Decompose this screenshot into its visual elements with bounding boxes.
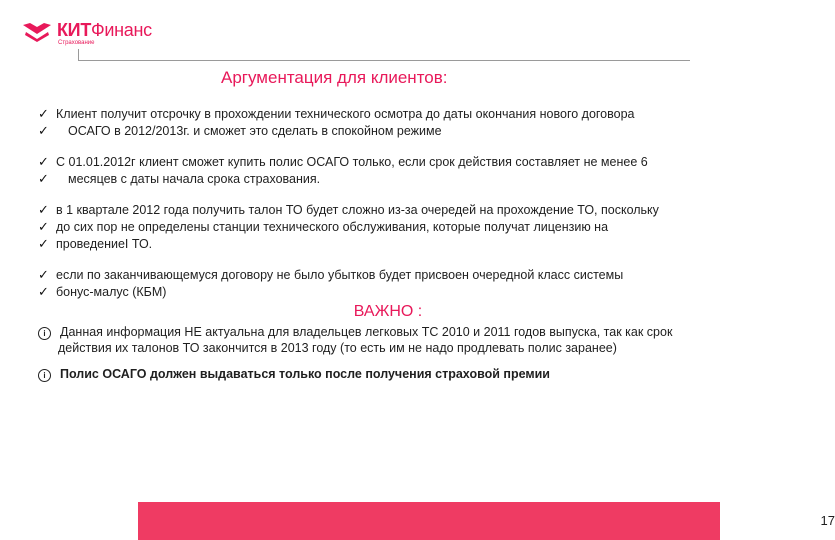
check-mark-icon: ✓ xyxy=(38,237,49,252)
bullet-text: Клиент получит отсрочку в прохождении технического осмотра до даты окончания нового договора xyxy=(56,107,635,121)
bullet-item xyxy=(38,202,698,219)
check-mark-icon: ✓ xyxy=(38,124,49,139)
bullet-item xyxy=(38,123,698,140)
bullet-text: ОСАГО в 2012/2013г. и сможет это сделать в спокойном режиме xyxy=(68,124,442,138)
bullet-item xyxy=(38,236,698,253)
bullet-text: С 01.01.2012г клиент сможет купить полис ОСАГО только, если срок действия составляет не менее 6 xyxy=(56,155,648,169)
header-divider xyxy=(78,60,690,61)
bullet-item xyxy=(38,219,698,236)
check-mark-icon: ✓ xyxy=(38,172,49,187)
slide-content xyxy=(38,106,698,382)
bullet-item xyxy=(38,284,698,301)
note-text: действия их талонов ТО закончится в 2013 году (то есть им не надо продлевать полис заранее) xyxy=(58,341,617,355)
slide-title: Аргументация для клиентов: xyxy=(221,68,448,87)
kit-finance-logo-icon xyxy=(22,22,52,42)
check-mark-icon: ✓ xyxy=(38,220,49,235)
brand-name-regular: Финанс xyxy=(91,20,152,40)
note-text: Данная информация НЕ актуальна для владельцев легковых ТС 2010 и 2011 годов выпуска, так как срок xyxy=(60,325,673,339)
brand-name-bold: КИТ xyxy=(57,20,92,40)
check-mark-icon: ✓ xyxy=(38,107,49,122)
footer-bar xyxy=(138,502,835,540)
info-note xyxy=(38,324,698,340)
bullet-text: проведениеI ТО. xyxy=(56,237,153,251)
bullet-item xyxy=(38,171,698,188)
bullet-text: бонус-малус (КБМ) xyxy=(56,285,167,299)
important-heading: ВАЖНО : xyxy=(353,303,423,320)
info-note xyxy=(38,366,698,382)
note-text: Полис ОСАГО должен выдаваться только после получения страховой премии xyxy=(60,367,550,381)
bullet-item xyxy=(38,106,698,123)
info-note-continuation xyxy=(38,340,698,356)
bullet-text: месяцев с даты начала срока страхования. xyxy=(68,172,321,186)
check-mark-icon: ✓ xyxy=(38,155,49,170)
info-icon: i xyxy=(38,327,51,340)
page-number: 17 xyxy=(820,513,835,528)
check-mark-icon: ✓ xyxy=(38,285,49,300)
brand-name xyxy=(57,20,152,40)
bullet-item xyxy=(38,267,698,284)
check-mark-icon: ✓ xyxy=(38,268,49,283)
bullet-text: до сих пор не определены станции технического обслуживания, которые получат лицензию на xyxy=(56,220,609,234)
info-icon: i xyxy=(38,369,51,382)
check-mark-icon: ✓ xyxy=(38,203,49,218)
bullet-text: в 1 квартале 2012 года получить талон ТО будет сложно из-за очередей на прохождение ТО, поскольку xyxy=(56,203,659,217)
bullet-text: если по заканчивающемуся договору не было убытков будет присвоен очередной класс системы xyxy=(56,268,624,282)
bullet-item xyxy=(38,154,698,171)
brand-subtitle: Страхование xyxy=(58,40,95,46)
